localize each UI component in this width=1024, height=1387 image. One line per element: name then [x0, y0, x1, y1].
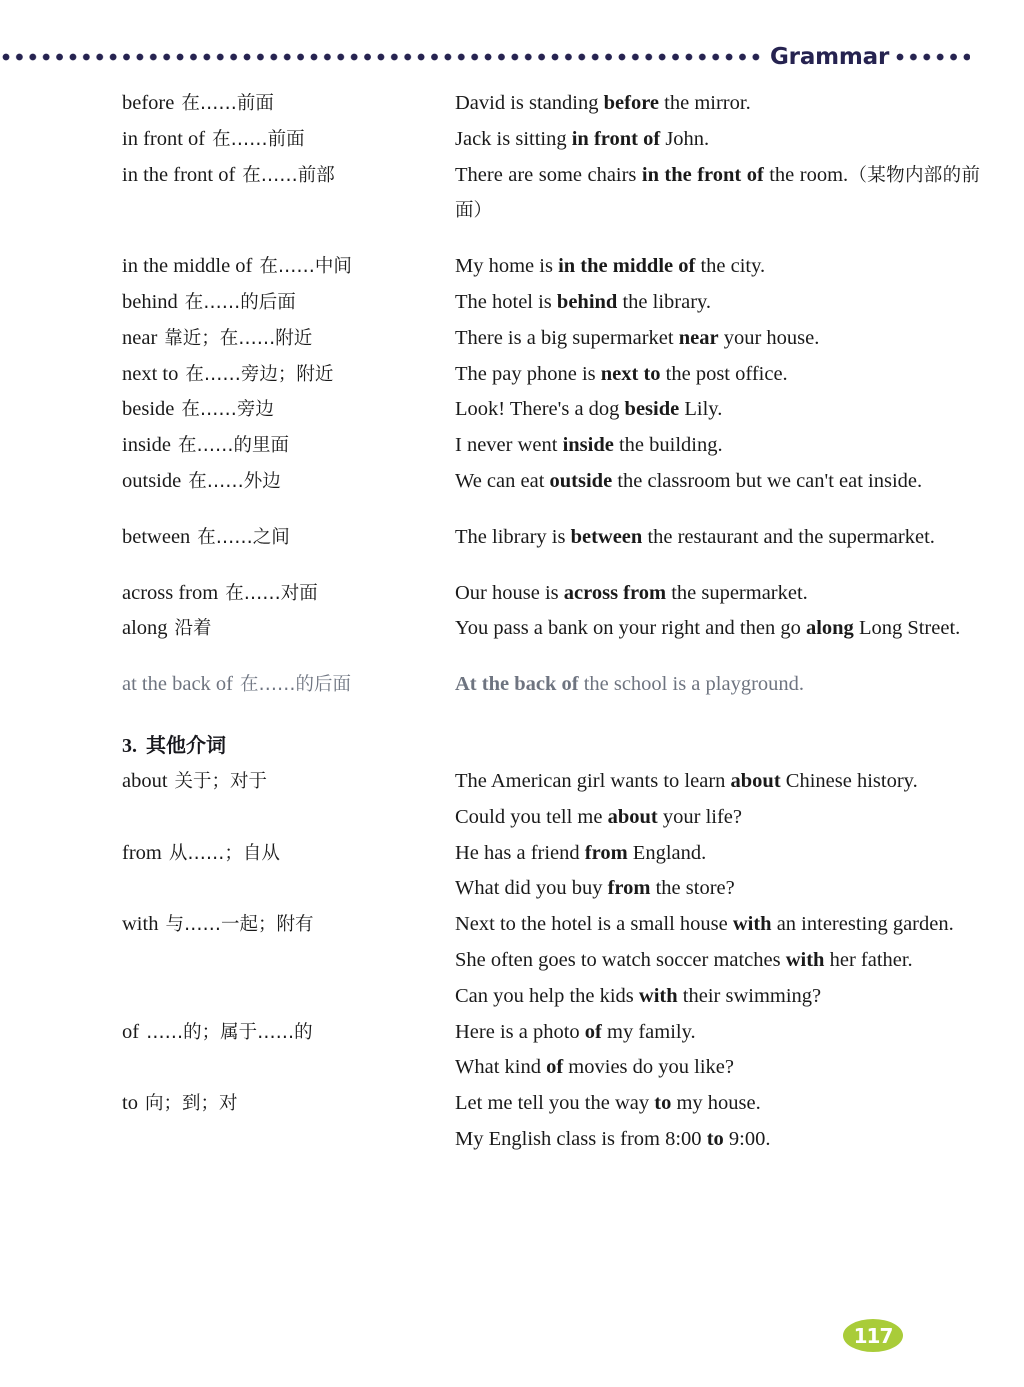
preposition-term-en: between — [122, 525, 191, 548]
example-text: the restaurant and the supermarket. — [642, 525, 935, 548]
preposition-examples — [455, 392, 980, 428]
example-text: Our house is — [455, 581, 564, 604]
highlighted-preposition: in the front of — [641, 163, 764, 186]
example-text: The hotel is — [455, 290, 557, 313]
preposition-row — [122, 158, 980, 230]
section-3-title: 其他介词 — [146, 732, 226, 757]
section-3-heading — [122, 729, 980, 758]
preposition-term — [122, 321, 455, 357]
preposition-row — [122, 611, 980, 647]
example-sentence — [455, 1050, 980, 1086]
highlighted-preposition: before — [603, 92, 660, 114]
highlighted-preposition: next to — [600, 362, 661, 385]
example-text: Can you help the kids — [455, 984, 639, 1007]
preposition-row — [122, 667, 980, 703]
example-text: Look! There's a dog — [455, 398, 625, 421]
preposition-term — [122, 764, 455, 800]
example-text: Could you tell me — [455, 805, 608, 828]
preposition-row — [122, 392, 980, 428]
preposition-examples — [455, 907, 980, 1014]
preposition-examples — [455, 285, 980, 321]
example-text: the mirror. — [659, 92, 751, 114]
preposition-term — [122, 1015, 455, 1051]
preposition-examples — [455, 667, 980, 703]
example-sentence — [455, 871, 980, 907]
example-text: Jack is sitting — [455, 127, 572, 150]
preposition-term-en: of — [122, 1020, 140, 1043]
preposition-term-cn: 向；到；对 — [144, 1093, 238, 1115]
preposition-row — [122, 764, 980, 836]
preposition-row — [122, 907, 980, 1014]
example-sentence — [455, 357, 980, 393]
example-text: Next to the hotel is a small house — [455, 913, 733, 936]
highlighted-preposition: At the back of — [455, 673, 579, 696]
example-sentence — [455, 464, 980, 500]
highlighted-preposition: with — [732, 913, 772, 936]
example-text: the school is a playground. — [578, 673, 805, 696]
example-note-cn: （某物内部的前面） — [455, 164, 980, 222]
preposition-examples — [455, 576, 980, 612]
example-sentence — [455, 249, 980, 285]
preposition-row — [122, 464, 980, 500]
example-sentence — [455, 1015, 980, 1051]
example-text: The American girl wants to learn — [455, 769, 731, 792]
preposition-examples — [455, 1086, 980, 1158]
preposition-term — [122, 464, 455, 500]
example-text: your life? — [657, 805, 742, 828]
example-text: The pay phone is — [455, 362, 601, 385]
example-text: Long Street. — [853, 617, 961, 640]
highlighted-preposition: to — [706, 1127, 724, 1150]
highlighted-preposition: along — [805, 617, 854, 640]
preposition-groups — [122, 86, 980, 703]
preposition-term-cn: 在……旁边 — [181, 399, 274, 421]
preposition-row — [122, 122, 980, 158]
preposition-examples — [455, 86, 980, 122]
example-sentence — [455, 122, 980, 158]
example-text: David is standing — [455, 92, 604, 114]
example-sentence — [455, 1122, 980, 1158]
page-header-title: Grammar — [770, 43, 890, 70]
preposition-term — [122, 576, 455, 612]
example-text: You pass a bank on your right and then go — [455, 617, 806, 640]
page-header — [0, 40, 1024, 74]
example-text: my house. — [671, 1092, 761, 1115]
header-dotted-rule-right — [896, 52, 970, 62]
preposition-term-en: along — [122, 617, 168, 640]
preposition-term — [122, 86, 455, 122]
example-text: Let me tell you the way — [455, 1092, 655, 1115]
example-text: the building. — [613, 434, 723, 457]
example-text: the store? — [650, 877, 735, 900]
highlighted-preposition: behind — [556, 290, 618, 313]
example-sentence — [455, 979, 980, 1015]
example-sentence — [455, 764, 980, 800]
example-sentence — [455, 576, 980, 612]
example-text: an interesting garden. — [771, 913, 954, 936]
highlighted-preposition: of — [546, 1056, 564, 1079]
example-text: Chinese history. — [780, 769, 918, 792]
example-sentence — [455, 428, 980, 464]
example-sentence — [455, 800, 980, 836]
example-text: the library. — [617, 290, 712, 313]
preposition-examples — [455, 764, 980, 836]
preposition-term-en: to — [122, 1092, 138, 1115]
preposition-term — [122, 836, 455, 872]
preposition-row — [122, 357, 980, 393]
preposition-term-en: behind — [122, 290, 178, 313]
example-text: your house. — [718, 326, 820, 349]
example-text: her father. — [824, 948, 913, 971]
preposition-group — [122, 520, 980, 556]
preposition-row — [122, 321, 980, 357]
preposition-term-cn: 与……一起；附有 — [165, 914, 314, 936]
example-text: the supermarket. — [666, 581, 808, 604]
preposition-row — [122, 520, 980, 556]
preposition-term-cn: 在……对面 — [225, 582, 318, 604]
preposition-term — [122, 122, 455, 158]
highlighted-preposition: in front of — [571, 127, 661, 150]
example-sentence — [455, 520, 980, 556]
preposition-term-cn: 关于；对于 — [174, 770, 268, 792]
preposition-term — [122, 1086, 455, 1122]
preposition-term — [122, 357, 455, 393]
preposition-row — [122, 86, 980, 122]
example-sentence — [455, 1086, 980, 1122]
section-3-rows — [122, 764, 980, 1158]
preposition-term-cn: 靠近；在……附近 — [164, 327, 313, 349]
highlighted-preposition: beside — [624, 398, 680, 421]
preposition-term — [122, 392, 455, 428]
preposition-row — [122, 285, 980, 321]
preposition-examples — [455, 836, 980, 908]
preposition-term-en: in front of — [122, 127, 206, 150]
example-text: We can eat — [455, 469, 550, 492]
preposition-term — [122, 158, 455, 194]
highlighted-preposition: to — [654, 1092, 672, 1115]
example-text: What kind — [455, 1056, 547, 1079]
header-dotted-rule-left — [2, 52, 762, 62]
example-text: their swimming? — [677, 984, 822, 1007]
example-text: the post office. — [660, 362, 788, 385]
preposition-term-cn: 在……的里面 — [177, 435, 289, 457]
preposition-term — [122, 428, 455, 464]
preposition-group — [122, 576, 980, 648]
preposition-term-cn: 在……前面 — [181, 93, 274, 114]
preposition-term-en: about — [122, 769, 168, 792]
highlighted-preposition: near — [678, 326, 719, 349]
preposition-term-cn: 在……前面 — [212, 128, 305, 150]
example-text: the classroom but we can't eat inside. — [612, 469, 923, 492]
preposition-term-en: with — [122, 913, 159, 936]
example-sentence — [455, 158, 980, 230]
example-sentence — [455, 392, 980, 428]
preposition-term — [122, 667, 455, 703]
highlighted-preposition: from — [607, 877, 651, 900]
example-sentence — [455, 611, 980, 647]
example-text: She often goes to watch soccer matches — [455, 948, 786, 971]
example-text: 9:00. — [723, 1127, 771, 1150]
preposition-term — [122, 520, 455, 556]
preposition-examples — [455, 158, 980, 230]
highlighted-preposition: across from — [563, 581, 667, 604]
example-text: my family. — [601, 1020, 696, 1043]
preposition-term-cn: 在……的后面 — [184, 291, 296, 313]
page-number-text: 117 — [853, 1323, 893, 1348]
preposition-term-en: across from — [122, 581, 219, 604]
example-sentence — [455, 667, 980, 703]
preposition-term-en: beside — [122, 398, 175, 421]
preposition-term-cn: 在……的后面 — [240, 674, 352, 696]
preposition-term-en: outside — [122, 469, 182, 492]
preposition-term-en: in the front of — [122, 163, 236, 186]
page-number-badge — [843, 1319, 903, 1352]
example-text: Here is a photo — [455, 1020, 585, 1043]
example-text: Lily. — [679, 398, 723, 421]
preposition-row — [122, 249, 980, 285]
example-text: There are some chairs — [455, 163, 642, 186]
preposition-term-cn: 在……之间 — [197, 526, 290, 548]
preposition-term-en: near — [122, 326, 158, 349]
example-text: He has a friend — [455, 841, 585, 864]
example-text: There is a big supermarket — [455, 326, 679, 349]
example-text: England. — [627, 841, 707, 864]
highlighted-preposition: inside — [562, 434, 614, 457]
preposition-term-cn: 沿着 — [174, 618, 212, 640]
preposition-row — [122, 836, 980, 908]
preposition-term-cn: 从……；自从 — [168, 842, 280, 864]
example-sentence — [455, 836, 980, 872]
preposition-group — [122, 86, 980, 229]
example-text: The library is — [455, 525, 571, 548]
example-text: movies do you like? — [563, 1056, 734, 1079]
preposition-group — [122, 667, 980, 703]
example-text: I never went — [455, 434, 563, 457]
preposition-term-cn: 在……中间 — [259, 256, 352, 278]
preposition-row — [122, 1086, 980, 1158]
highlighted-preposition: between — [570, 525, 643, 548]
example-text: What did you buy — [455, 877, 608, 900]
preposition-examples — [455, 249, 980, 285]
highlighted-preposition: from — [584, 841, 628, 864]
preposition-examples — [455, 357, 980, 393]
preposition-examples — [455, 321, 980, 357]
preposition-term — [122, 611, 455, 647]
preposition-term-cn: 在……外边 — [188, 470, 281, 492]
highlighted-preposition: outside — [549, 469, 613, 492]
example-sentence — [455, 86, 980, 122]
preposition-term-en: before — [122, 92, 175, 114]
preposition-examples — [455, 611, 980, 647]
preposition-term-en: at the back of — [122, 673, 233, 696]
preposition-term-en: inside — [122, 434, 171, 457]
grammar-content — [122, 86, 980, 1158]
example-text: John. — [660, 127, 710, 150]
preposition-term — [122, 907, 455, 943]
example-sentence — [455, 943, 980, 979]
preposition-examples — [455, 520, 980, 556]
section-3-number: 3. — [122, 734, 137, 757]
highlighted-preposition: about — [730, 769, 781, 792]
preposition-term-cn: 在……旁边；附近 — [185, 363, 334, 385]
preposition-term-cn: ……的；属于……的 — [146, 1021, 313, 1043]
preposition-examples — [455, 428, 980, 464]
preposition-term-en: from — [122, 841, 162, 864]
preposition-examples — [455, 464, 980, 500]
example-text: My English class is from 8:00 — [455, 1127, 707, 1150]
example-text: the city. — [695, 255, 766, 278]
preposition-examples — [455, 1015, 980, 1087]
highlighted-preposition: about — [607, 805, 658, 828]
example-sentence — [455, 907, 980, 943]
preposition-row — [122, 1015, 980, 1087]
example-sentence — [455, 285, 980, 321]
highlighted-preposition: in the middle of — [558, 255, 696, 278]
example-text: the room. — [763, 163, 849, 186]
preposition-group — [122, 249, 980, 500]
example-sentence — [455, 321, 980, 357]
preposition-term-cn: 在……前部 — [242, 164, 335, 186]
preposition-row — [122, 576, 980, 612]
preposition-row — [122, 428, 980, 464]
preposition-term — [122, 285, 455, 321]
highlighted-preposition: of — [584, 1020, 602, 1043]
preposition-term — [122, 249, 455, 285]
highlighted-preposition: with — [638, 984, 678, 1007]
preposition-term-en: next to — [122, 362, 179, 385]
highlighted-preposition: with — [785, 948, 825, 971]
preposition-term-en: in the middle of — [122, 255, 253, 278]
example-text: My home is — [455, 255, 559, 278]
preposition-examples — [455, 122, 980, 158]
